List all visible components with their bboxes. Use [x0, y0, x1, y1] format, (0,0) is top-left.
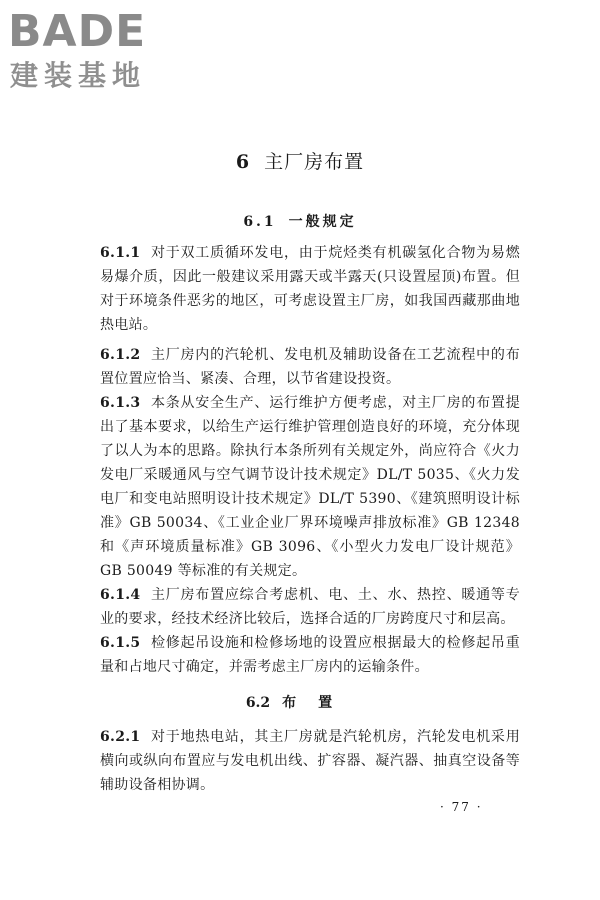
- clause-number: 6.1.3: [100, 395, 141, 411]
- section-title-text: 一般规定: [288, 214, 357, 230]
- chapter-title: [0, 147, 600, 174]
- clause-number: 6.2.1: [100, 729, 141, 745]
- clause-6-1-5: [100, 631, 520, 679]
- clause-number: 6.1.4: [100, 587, 141, 603]
- clause-6-1-3: [100, 391, 520, 583]
- bade-watermark-logo: [8, 8, 178, 98]
- clause-text: 对于双工质循环发电，由于烷烃类有机碳氢化合物为易燃易爆介质，因此一般建议采用露天或半露天(只设置屋顶)布置。但对于环境条件恶劣的地区，可考虑设置主厂房，如我国西藏那曲地热电站。: [100, 245, 520, 333]
- clause-6-1-1: [100, 241, 520, 337]
- section-heading-6-1: [0, 211, 600, 231]
- clause-text: 对于地热电站，其主厂房就是汽轮机房，汽轮发电机采用横向或纵向布置应与发电机出线、扩容器、凝汽器、抽真空设备等辅助设备相协调。: [100, 729, 520, 793]
- clause-6-1-4: [100, 583, 520, 631]
- clause-number: 6.1.2: [100, 347, 141, 363]
- clause-text: 主厂房内的汽轮机、发电机及辅助设备在工艺流程中的布置位置应恰当、紧凑、合理，以节省建设投资。: [100, 347, 520, 387]
- clause-6-2-1: [100, 725, 520, 797]
- clause-text: 主厂房布置应综合考虑机、电、土、水、热控、暖通等专业的要求，经技术经济比较后，选择合适的厂房跨度尺寸和层高。: [100, 587, 520, 627]
- section-number: 6.2: [245, 695, 271, 711]
- clause-text: 检修起吊设施和检修场地的设置应根据最大的检修起吊重量和占地尺寸确定，并需考虑主厂房内的运输条件。: [100, 635, 520, 675]
- clause-6-1-2: [100, 343, 520, 391]
- clause-text: 本条从安全生产、运行维护方便考虑，对主厂房的布置提出了基本要求，以给生产运行维护管理创造良好的环境，充分体现了以人为本的思路。除执行本条所列有关规定外，尚应符合《火力发电厂采暖通风与空气调节设计技术规定》DL/T 5035、《火力发电厂和变电站照明设计技术规定》DL/T 5390、《建筑照明设计标准》GB 50034、《工业企业厂界环境噪声排放标准》GB 12348 和《声环境质量标准》GB 3096、《小型火力发电厂设计规范》GB 50049 等标准的有关规定。: [100, 395, 520, 579]
- clause-number: 6.1.5: [100, 635, 141, 651]
- chapter-title-text: 主厂房布置: [264, 151, 365, 173]
- logo-wordmark: BADE: [8, 6, 147, 57]
- logo-subtitle: 建装基地: [10, 59, 147, 92]
- section-title-text: 布置: [282, 695, 355, 711]
- clause-number: 6.1.1: [100, 245, 141, 261]
- page-number: · 77 ·: [440, 800, 483, 814]
- chapter-number: 6: [235, 151, 251, 173]
- section-number: 6.1: [243, 214, 277, 230]
- section-heading-6-2: [0, 692, 600, 712]
